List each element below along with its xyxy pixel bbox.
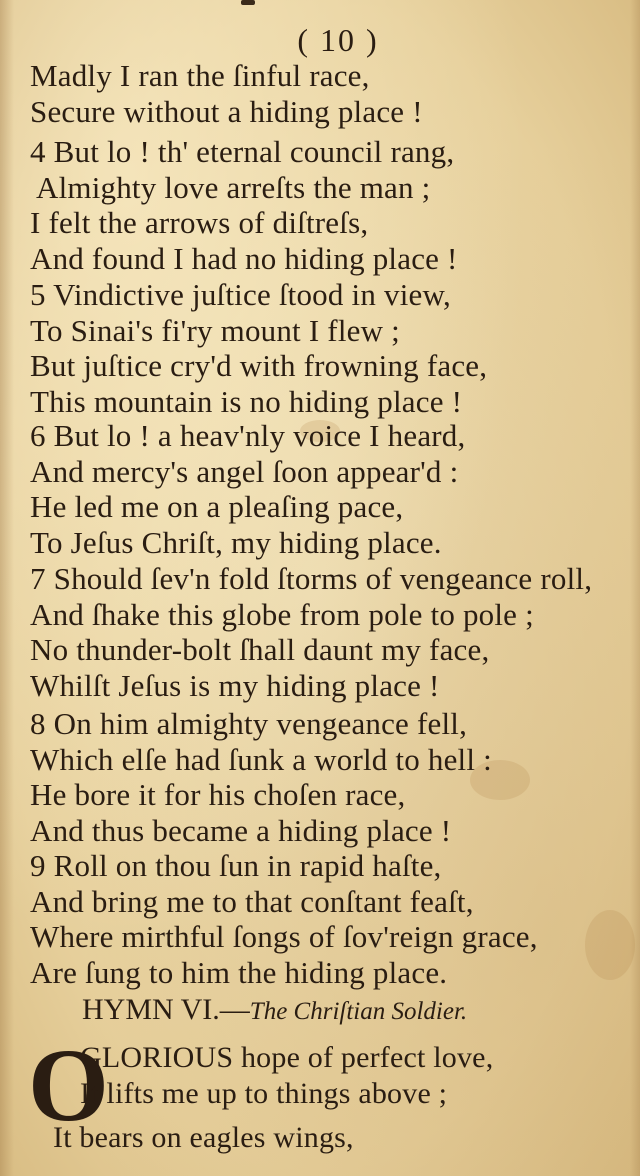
verse-line: And ſhake this globe from pole to pole ; <box>30 596 534 632</box>
verse-line: No thunder-bolt ſhall daunt my face, <box>30 632 490 667</box>
verse-line: Where mirthful ſongs of ſov'reign grace, <box>30 919 538 954</box>
verse-line: Almighty love arreſts the man ; <box>36 169 431 205</box>
hymn-title: HYMN VI.— <box>82 993 250 1026</box>
verse-line: It lifts me up to things above ; <box>80 1077 448 1110</box>
verse-line: He bore it for his choſen race, <box>30 777 406 812</box>
verse-line: 5 Vindictive juſtice ſtood in view, <box>30 277 451 312</box>
verse-line: And thus became a hiding place ! <box>30 812 452 848</box>
verse-line: 9 Roll on thou ſun in rapid haſte, <box>30 848 442 883</box>
hymn-heading <box>82 993 467 1027</box>
page-edge-shadow-left <box>0 0 14 1176</box>
verse-line: This mountain is no hiding place ! <box>30 383 463 419</box>
verse-line: He led me on a pleaſing pace, <box>30 489 404 524</box>
stanza-continuation <box>30 58 636 129</box>
verse-line: Are ſung to him the hiding place. <box>30 954 448 990</box>
verse-line: And found I had no hiding place ! <box>30 240 458 276</box>
drop-cap: O <box>28 1028 109 1143</box>
verse-line: 8 On him almighty vengeance fell, <box>30 706 468 741</box>
verse-line: But juſtice cry'd with frowning face, <box>30 348 488 383</box>
stanza-5 <box>30 277 636 419</box>
verse-line: And bring me to that conſtant feaſt, <box>30 883 474 919</box>
page-number: ( 10 ) <box>297 22 379 58</box>
verse-line: 6 But lo ! a heav'nly voice I heard, <box>30 418 466 453</box>
hymn-subtitle: The Chriſtian Soldier. <box>249 998 468 1025</box>
verse-line: 7 Should ſev'n fold ſtorms of vengeance roll, <box>30 561 593 596</box>
stanza-4 <box>30 134 636 276</box>
verse-line: GLORIOUS hope of perfect love, <box>80 1041 494 1074</box>
stanza-6 <box>30 418 636 560</box>
verse-line: To Sinai's fi'ry mount I flew ; <box>30 312 400 348</box>
verse-line: Madly I ran the ſinful race, <box>30 58 370 93</box>
verse-line: And mercy's angel ſoon appear'd : <box>30 453 459 489</box>
stanza-7 <box>30 561 636 703</box>
top-ink-mark <box>241 0 255 5</box>
verse-line: 4 But lo ! th' eternal council rang, <box>30 134 455 169</box>
stanza-9 <box>30 848 636 990</box>
stanza-8 <box>30 706 636 848</box>
verse-line: Whilſt Jeſus is my hiding place ! <box>30 667 440 703</box>
verse-line: It bears on eagles wings, <box>53 1121 354 1154</box>
verse-line: To Jeſus Chriſt, my hiding place. <box>30 524 442 560</box>
verse-line: Secure without a hiding place ! <box>30 93 423 129</box>
verse-line: I felt the arrows of diſtreſs, <box>30 205 369 240</box>
verse-line: Which elſe had ſunk a world to hell : <box>30 741 492 777</box>
hymn-first-stanza <box>53 1040 494 1156</box>
